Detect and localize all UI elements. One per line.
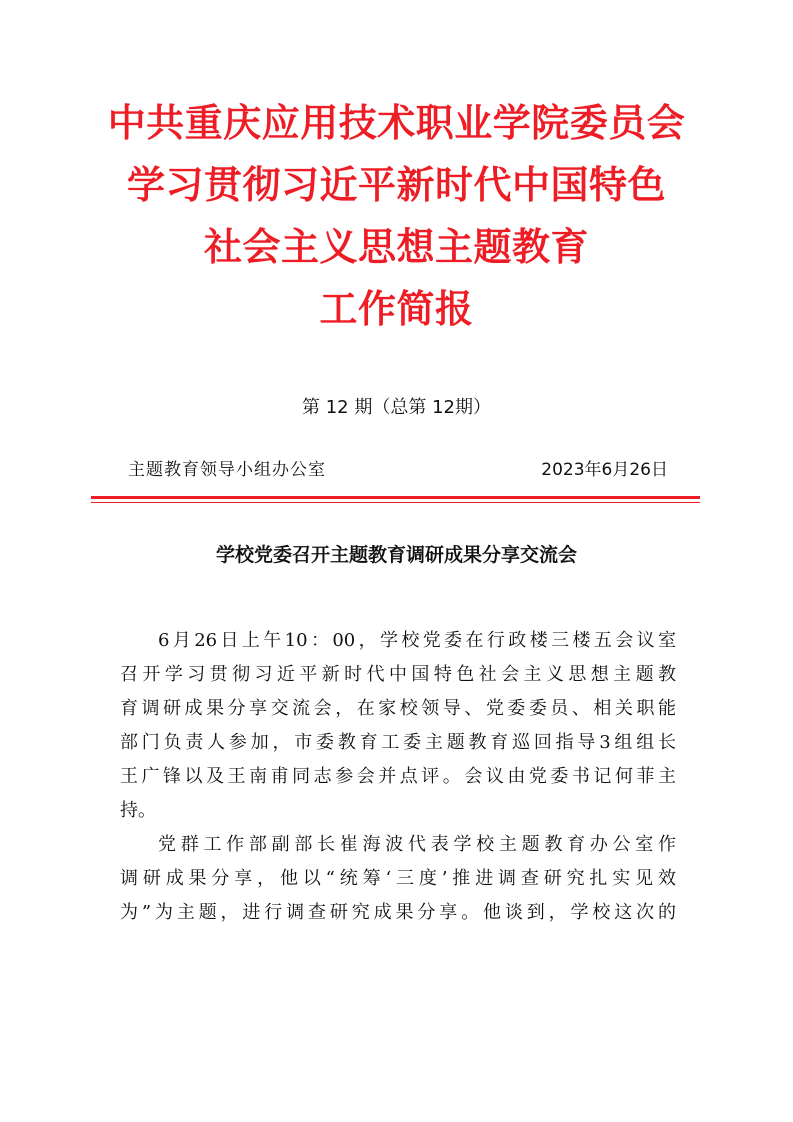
body-line: 部门负责人参加，市委教育工委主题教育巡回指导3组组长 [120,732,676,753]
issue-number: 第 12 期（总第 12期） [302,397,491,418]
body-line: 王广锋以及王南甫同志参会并点评。会议由党委书记何菲主 [120,766,676,787]
masthead-line-2: 学习贯彻习近平新时代中国特色 [126,163,666,207]
body-line: 调研成果分享，他以“统筹‘三度’推进调查研究扎实见效 [120,868,676,889]
body-line: 召开学习贯彻习近平新时代中国特色社会主义思想主题教 [120,664,676,685]
issuing-office: 主题教育领导小组办公室 [128,460,326,480]
body-line: 持。 [120,800,156,821]
article-headline: 学校党委召开主题教育调研成果分享交流会 [215,544,577,566]
red-divider-thick [91,496,700,499]
masthead-line-3: 社会主义思想主题教育 [203,225,589,269]
masthead-line-1: 中共重庆应用技术职业学院委员会 [107,101,686,145]
body-line: 育调研成果分享交流会，在家校领导、党委委员、相关职能 [120,698,676,719]
masthead-title [60,92,733,340]
body-line: 党群工作部副部长崔海波代表学校主题教育办公室作 [158,834,676,855]
article-body [120,624,676,930]
office-date-row [128,456,668,484]
masthead-line-4: 工作简报 [319,287,474,331]
issue-date: 2023年6月26日 [541,460,668,480]
body-line: 6月26日上午10：00，学校党委在行政楼三楼五会议室 [158,630,676,651]
red-divider-thin [91,502,700,503]
body-line: 为”为主题，进行调查研究成果分享。他谈到，学校这次的 [120,902,676,923]
